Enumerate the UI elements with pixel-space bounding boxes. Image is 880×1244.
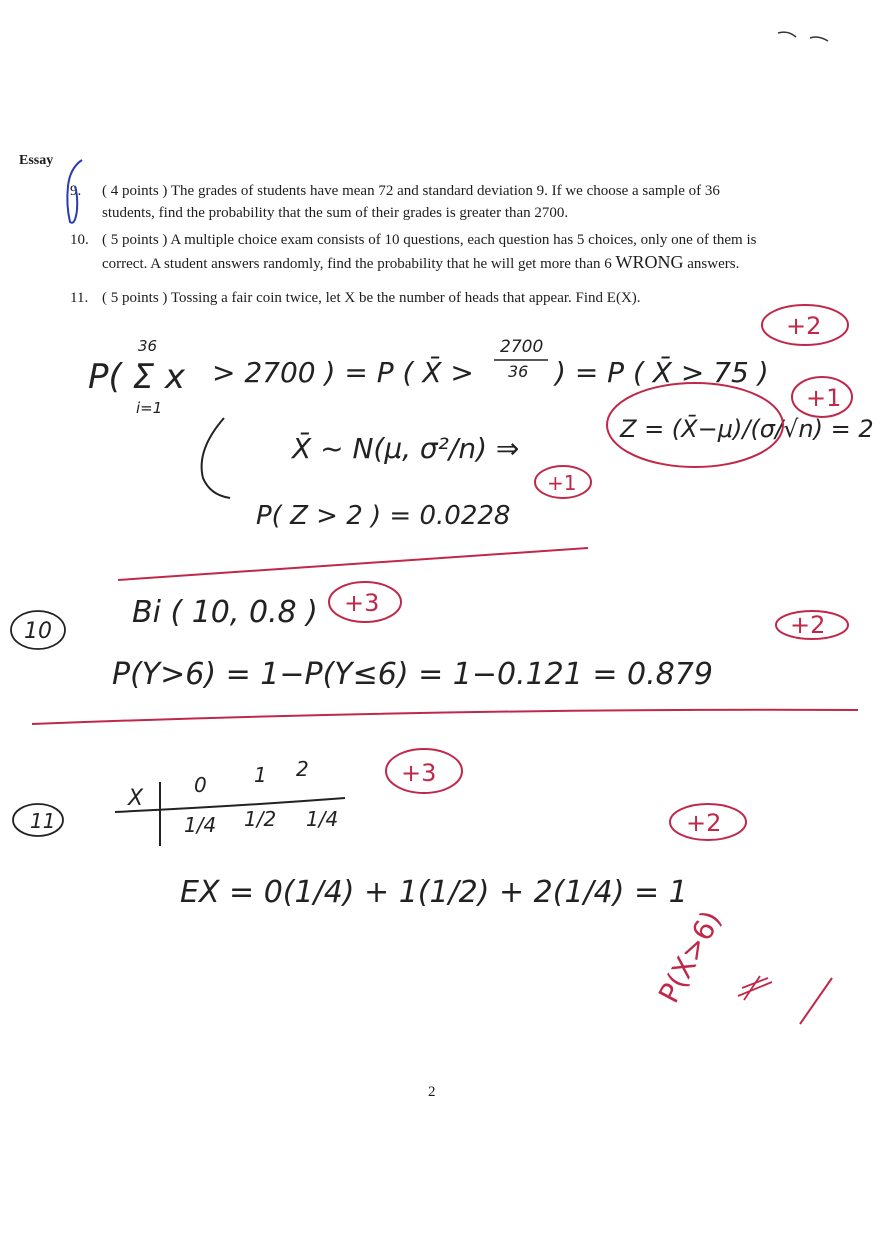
crossed-out-mark bbox=[738, 976, 772, 1000]
q9-sum-upper-limit: 36 bbox=[138, 337, 158, 355]
q9-result-line: P( Z > 2 ) = 0.0228 bbox=[256, 501, 511, 531]
question-line: students, find the probability that the sum of their grades is greater than 2700. bbox=[102, 205, 569, 221]
section-title: Essay bbox=[19, 153, 54, 168]
q9-work-left: P( Σ x bbox=[88, 357, 185, 397]
grade-mark: +3 bbox=[344, 589, 380, 617]
question-line: ( 5 points ) A multiple choice exam consists of 10 questions, each question has 5 choices, only one of them is bbox=[102, 232, 757, 248]
q11-expectation-line: EX = 0(1/4) + 1(1/2) + 2(1/4) = 1 bbox=[180, 875, 688, 910]
emphasis-word: WRONG bbox=[615, 252, 684, 272]
slash-mark bbox=[800, 978, 832, 1024]
divider-line bbox=[32, 710, 858, 724]
q11-table-header: X bbox=[128, 786, 144, 811]
q11-value: 1 bbox=[254, 763, 267, 787]
q11-value: 0 bbox=[194, 773, 207, 797]
question-number: 10. bbox=[70, 232, 89, 248]
grade-mark: +2 bbox=[786, 312, 822, 340]
check-mark bbox=[67, 160, 82, 223]
page-number: 2 bbox=[428, 1084, 436, 1100]
q9-fraction-numerator: 2700 bbox=[500, 337, 544, 357]
question-segment: correct. A student answers randomly, find the probability that he will get more than 6 bbox=[102, 256, 616, 272]
q11-label: 11 bbox=[30, 809, 56, 833]
q10-probability-line: P(Y>6) = 1−P(Y≤6) = 1−0.121 = 0.879 bbox=[112, 657, 713, 692]
grade-mark: +1 bbox=[547, 471, 577, 495]
q11-probability: 1/4 bbox=[184, 813, 217, 837]
q11-probability: 1/2 bbox=[244, 807, 277, 831]
grade-mark: +2 bbox=[790, 611, 826, 639]
grade-mark: +3 bbox=[401, 759, 437, 787]
q11-probability: 1/4 bbox=[306, 807, 339, 831]
question-line: ( 4 points ) The grades of students have mean 72 and standard deviation 9. If we choose a sample of 36 bbox=[102, 183, 720, 199]
q10-label: 10 bbox=[24, 619, 52, 644]
q9-work-right: ) = P ( X̄ > 75 ) bbox=[555, 356, 769, 389]
question-segment: answers. bbox=[683, 256, 740, 272]
question-number: 9. bbox=[70, 183, 82, 199]
q9-distribution-line: X̄ ~ N(μ, σ²/n) ⇒ bbox=[292, 432, 520, 465]
question-line: ( 5 points ) Tossing a fair coin twice, let X be the number of heads that appear. Find E(X). bbox=[102, 290, 641, 306]
q9-work-mid: > 2700 ) = P ( X̄ > bbox=[212, 356, 474, 389]
stray-mark bbox=[778, 32, 828, 41]
question-number: 11. bbox=[70, 290, 89, 306]
margin-note: P(X>6) bbox=[652, 905, 728, 1009]
grade-mark: +2 bbox=[686, 809, 722, 837]
q9-left-bracket bbox=[202, 418, 230, 498]
divider-line bbox=[118, 548, 588, 580]
q9-z-score: Z = (X̄−μ)/(σ/√n) = 2 bbox=[620, 415, 874, 443]
q9-fraction-denominator: 36 bbox=[508, 362, 529, 381]
q11-value: 2 bbox=[296, 757, 309, 781]
q9-sum-lower-limit: i=1 bbox=[136, 399, 163, 417]
q10-binomial: Bi ( 10, 0.8 ) bbox=[132, 595, 318, 630]
grade-mark: +1 bbox=[806, 384, 842, 412]
